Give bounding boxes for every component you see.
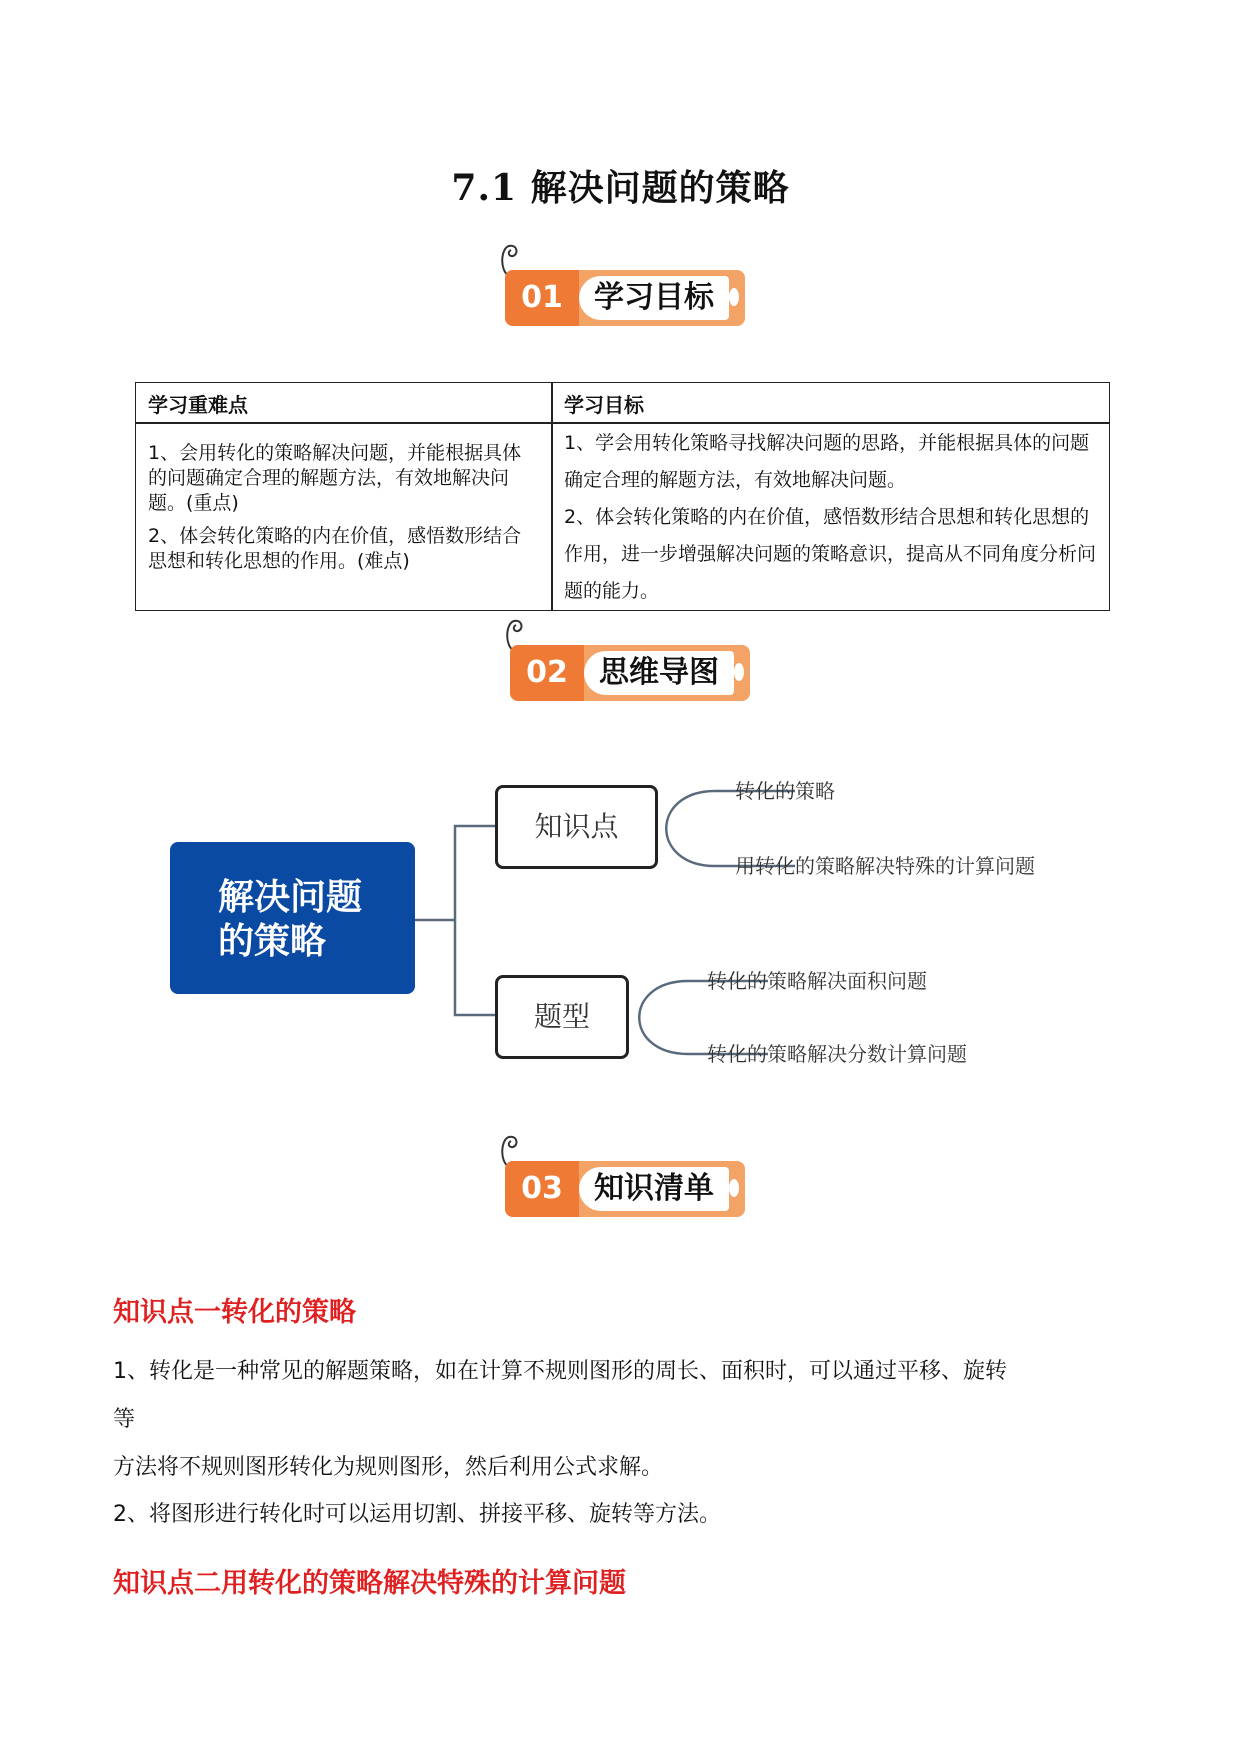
mindmap-leaf: 转化的策略解决面积问题 xyxy=(707,969,927,993)
mindmap-root-line: 的策略 xyxy=(218,921,327,962)
section-number: 02 xyxy=(510,645,584,701)
knowledge-line: 等 xyxy=(113,1407,136,1432)
mindmap-leaf: 转化的策略解决分数计算问题 xyxy=(707,1042,967,1066)
section-label: 思维导图 xyxy=(584,651,734,695)
mindmap-leaf: 转化的策略 xyxy=(735,779,835,803)
difficulty-item: 1、会用转化的策略解决问题，并能根据具体的问题确定合理的解题方法，有效地解决问题。(重点) xyxy=(148,442,522,514)
mindmap-leaf: 用转化的策略解决特殊的计算问题 xyxy=(735,854,1035,878)
table-header-difficulty: 学习重难点 xyxy=(148,393,248,417)
knowledge-line: 2、将图形进行转化时可以运用切割、拼接平移、旋转等方法。 xyxy=(113,1502,721,1527)
mindmap-node-knowledge: 知识点 xyxy=(495,785,658,869)
section-banner-knowledge-list xyxy=(505,1153,745,1215)
mindmap-root xyxy=(170,842,415,994)
knowledge-point-1-title: 知识点一转化的策略 xyxy=(113,1297,356,1328)
knowledge-line: 方法将不规则图形转化为规则图形，然后利用公式求解。 xyxy=(113,1455,664,1480)
goal-item: 1、学会用转化策略寻找解决问题的思路，并能根据具体的问题确定合理的解题方法，有效地解决问题。 xyxy=(564,432,1090,491)
section-number: 03 xyxy=(505,1161,579,1217)
difficulty-item: 2、体会转化策略的内在价值，感悟数形结合思想和转化思想的作用。(难点) xyxy=(148,525,522,572)
table-header-goals: 学习目标 xyxy=(564,393,644,417)
goal-item: 2、体会转化策略的内在价值，感悟数形结合思想和转化思想的作用，进一步增强解决问题的策略意识，提高从不同角度分析问题的能力。 xyxy=(564,506,1097,602)
knowledge-point-2-title: 知识点二用转化的策略解决特殊的计算问题 xyxy=(113,1568,626,1599)
page-title: 7.1 解决问题的策略 xyxy=(451,167,790,209)
mindmap-root-line: 解决问题 xyxy=(218,877,363,918)
knowledge-line: 1、转化是一种常见的解题策略，如在计算不规则图形的周长、面积时，可以通过平移、旋转 xyxy=(113,1359,1008,1384)
section-label: 知识清单 xyxy=(579,1167,729,1211)
mindmap-node-question-types: 题型 xyxy=(495,975,629,1059)
section-number: 01 xyxy=(505,270,579,326)
section-label: 学习目标 xyxy=(579,276,729,320)
